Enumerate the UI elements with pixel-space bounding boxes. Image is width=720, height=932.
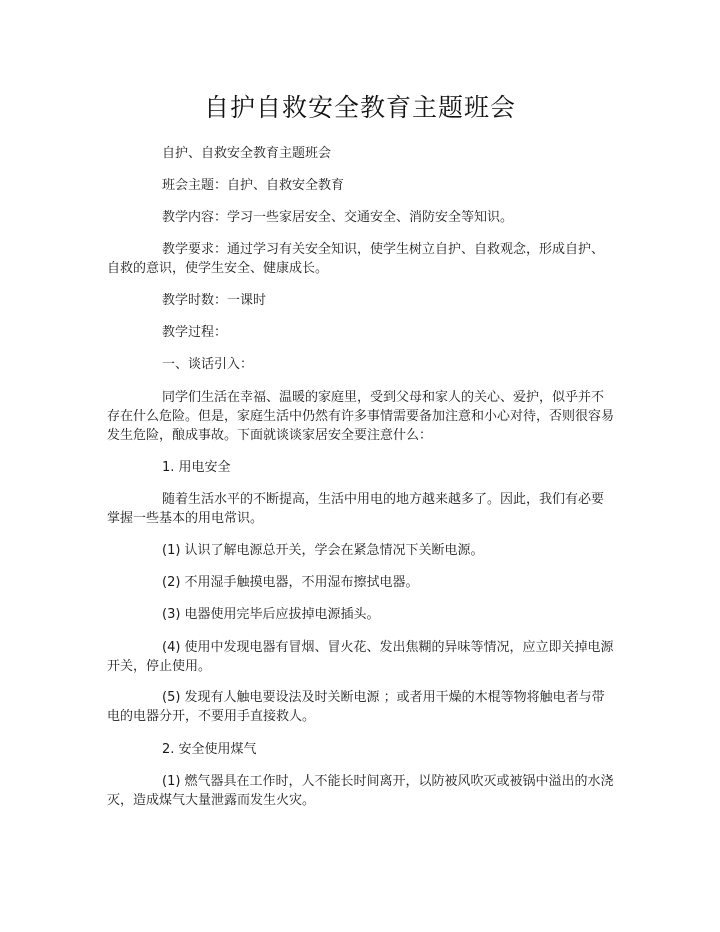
paragraph-requirements: 教学要求：通过学习有关安全知识，使学生树立自护、自救观念，形成自护、自救的意识，使学生安全、健康成长。	[107, 242, 605, 276]
paragraph-content: 教学内容：学习一些家居安全、交通安全、消防安全等知识。	[162, 210, 514, 225]
paragraph-electricity-intro: 随着生活水平的不断提高，生活中用电的地方越来越多了。因此，我们有必要掌握一些基本的用电常识。	[107, 492, 605, 526]
list-item-electricity-4: (4) 使用中发现电器有冒烟、冒火花、发出焦糊的异味等情况，应立即关掉电源开关，停止使用。	[107, 640, 614, 674]
list-item-gas-1: (1) 燃气器具在工作时，人不能长时间离开，以防被风吹灭或被锅中溢出的水浇灭，造成煤气大量泄露而发生火灾。	[107, 774, 614, 808]
paragraph-hours: 教学时数：一课时	[162, 293, 267, 308]
paragraph-subtitle: 自护、自救安全教育主题班会	[162, 146, 332, 161]
document-title: 自护自救安全教育主题班会	[203, 93, 516, 122]
paragraph-intro-text: 同学们生活在幸福、温暖的家庭里，受到父母和家人的关心、爱护，似乎并不存在什么危险。但是，家庭生活中仍然有许多事情需要备加注意和小心对待，否则很容易发生危险，酿成事故。下面就谈谈家居安全要注意什么：	[107, 390, 615, 443]
list-item-electricity-2: (2) 不用湿手触摸电器，不用湿布擦拭电器。	[162, 575, 419, 590]
paragraph-theme: 班会主题：自护、自救安全教育	[162, 178, 345, 193]
list-item-electricity-5: (5) 发现有人触电要设法及时关断电源 ；或者用干燥的木棍等物将触电者与带电的电器分开，不要用手直接救人。	[107, 690, 605, 724]
list-item-electricity-1: (1) 认识了解电源总开关，学会在紧急情况下关断电源。	[162, 543, 484, 558]
section-heading-intro: 一、谈话引入：	[162, 357, 254, 372]
list-item-electricity-3: (3) 电器使用完毕后应拔掉电源插头。	[162, 607, 380, 622]
section-heading-gas: 2. 安全使用煤气	[162, 742, 257, 757]
section-heading-electricity: 1. 用电安全	[162, 460, 231, 475]
paragraph-process: 教学过程：	[162, 325, 228, 340]
